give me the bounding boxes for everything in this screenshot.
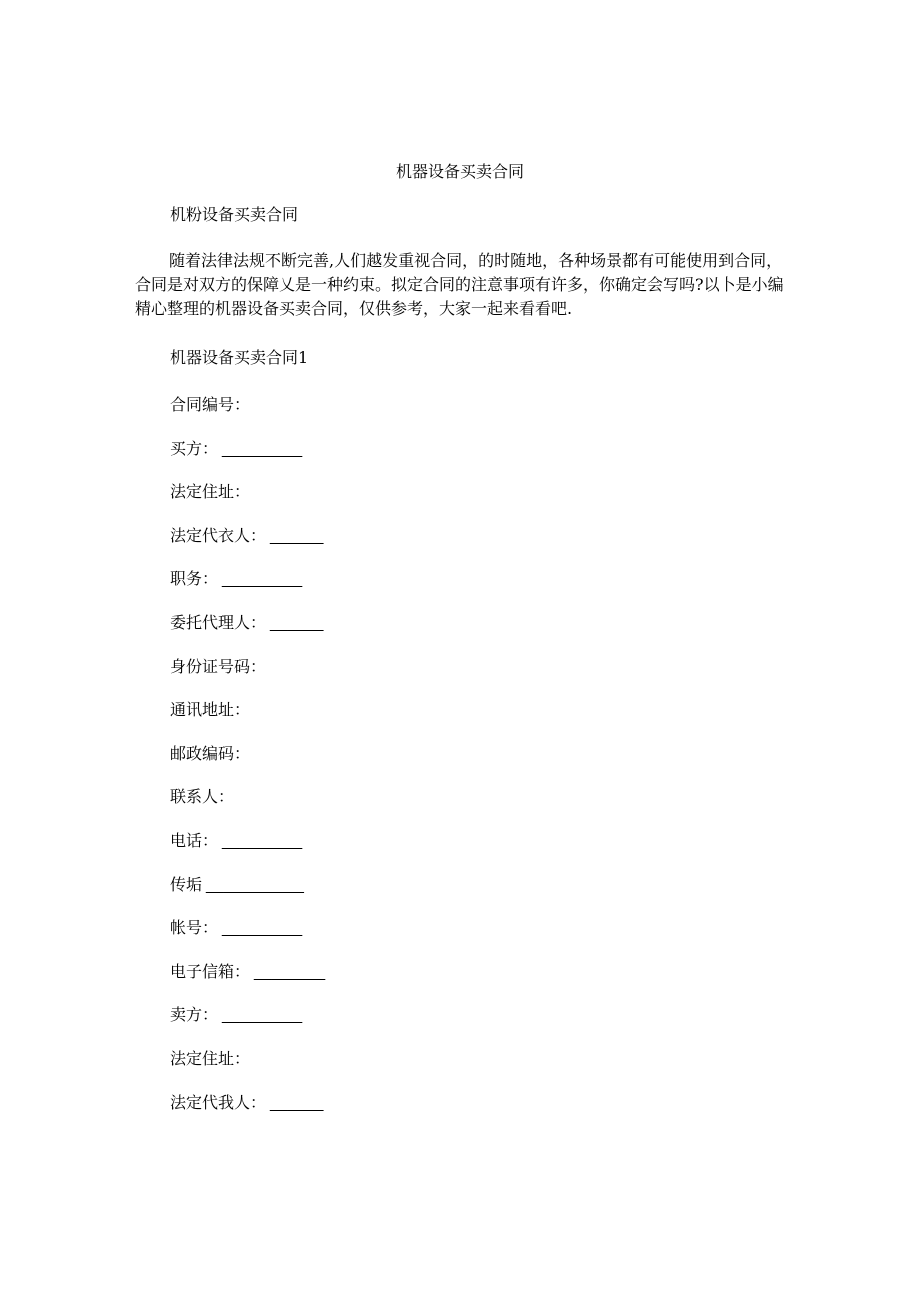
field-seller	[170, 1004, 325, 1048]
field-buyer-agent	[170, 612, 325, 656]
document-title: 机器设备买卖合同	[395, 162, 524, 181]
field-label: 委托代理人：	[170, 612, 267, 632]
field-label: 法定住址：	[170, 482, 251, 502]
field-buyer-address	[170, 481, 325, 525]
field-buyer-id-number	[170, 656, 325, 700]
field-buyer-email	[170, 961, 325, 1005]
field-label: 电话：	[170, 830, 219, 850]
field-buyer-position	[170, 568, 325, 612]
field-blank-line: ______	[270, 614, 324, 632]
field-seller-address	[170, 1048, 325, 1092]
field-label: 法定住址：	[170, 1048, 251, 1068]
field-label: 传垢	[170, 874, 203, 894]
field-buyer-contact	[170, 786, 325, 830]
field-label: 法定代我人：	[170, 1092, 267, 1112]
field-label: 电子信箱：	[170, 961, 251, 981]
field-label: 通讯地址：	[170, 700, 251, 720]
field-buyer-mail-address	[170, 699, 325, 743]
field-label: 职务：	[170, 569, 219, 589]
contract-fields-list	[170, 394, 325, 1135]
field-label: 帐号：	[170, 918, 219, 938]
field-blank-line: _________	[222, 832, 303, 850]
field-label: 卖方：	[170, 1005, 219, 1025]
document-subtitle: 机粉设备买卖合同	[170, 205, 299, 224]
field-label: 买方：	[170, 438, 219, 458]
field-buyer	[170, 438, 325, 482]
field-buyer-fax	[170, 874, 325, 918]
field-blank-line: _________	[222, 571, 303, 589]
field-blank-line: _________	[222, 920, 303, 938]
section-title: 机器设备买卖合同1	[170, 348, 309, 367]
field-blank-line: ___________	[206, 876, 304, 894]
field-contract-number	[170, 394, 325, 438]
field-seller-legal-rep	[170, 1092, 325, 1136]
field-label: 法定代衣人：	[170, 525, 267, 545]
field-buyer-account	[170, 917, 325, 961]
field-label: 联系人：	[170, 787, 235, 807]
field-blank-line: _________	[222, 440, 303, 458]
field-blank-line: ______	[270, 1094, 324, 1112]
field-blank-line: ______	[270, 527, 324, 545]
field-buyer-phone	[170, 830, 325, 874]
field-buyer-postcode	[170, 743, 325, 787]
field-label: 身份证号码：	[170, 656, 267, 676]
field-buyer-legal-rep	[170, 525, 325, 569]
field-blank-line: ________	[254, 963, 326, 981]
field-label: 邮政编码：	[170, 743, 251, 763]
intro-paragraph: 随着法律法规不断完善,人们越发重视合同，的时随地，各种场景都有可能使用到合同，合同是对双方的保障乂是一种约束。拟定合同的注意事项有许多，你确定会写吗?以卜是小编精心整理的机器设备买卖合同，仅供参考，大家一起来看看吧.	[135, 251, 784, 318]
field-blank-line: _________	[222, 1007, 303, 1025]
field-label: 合同编号：	[170, 395, 251, 414]
